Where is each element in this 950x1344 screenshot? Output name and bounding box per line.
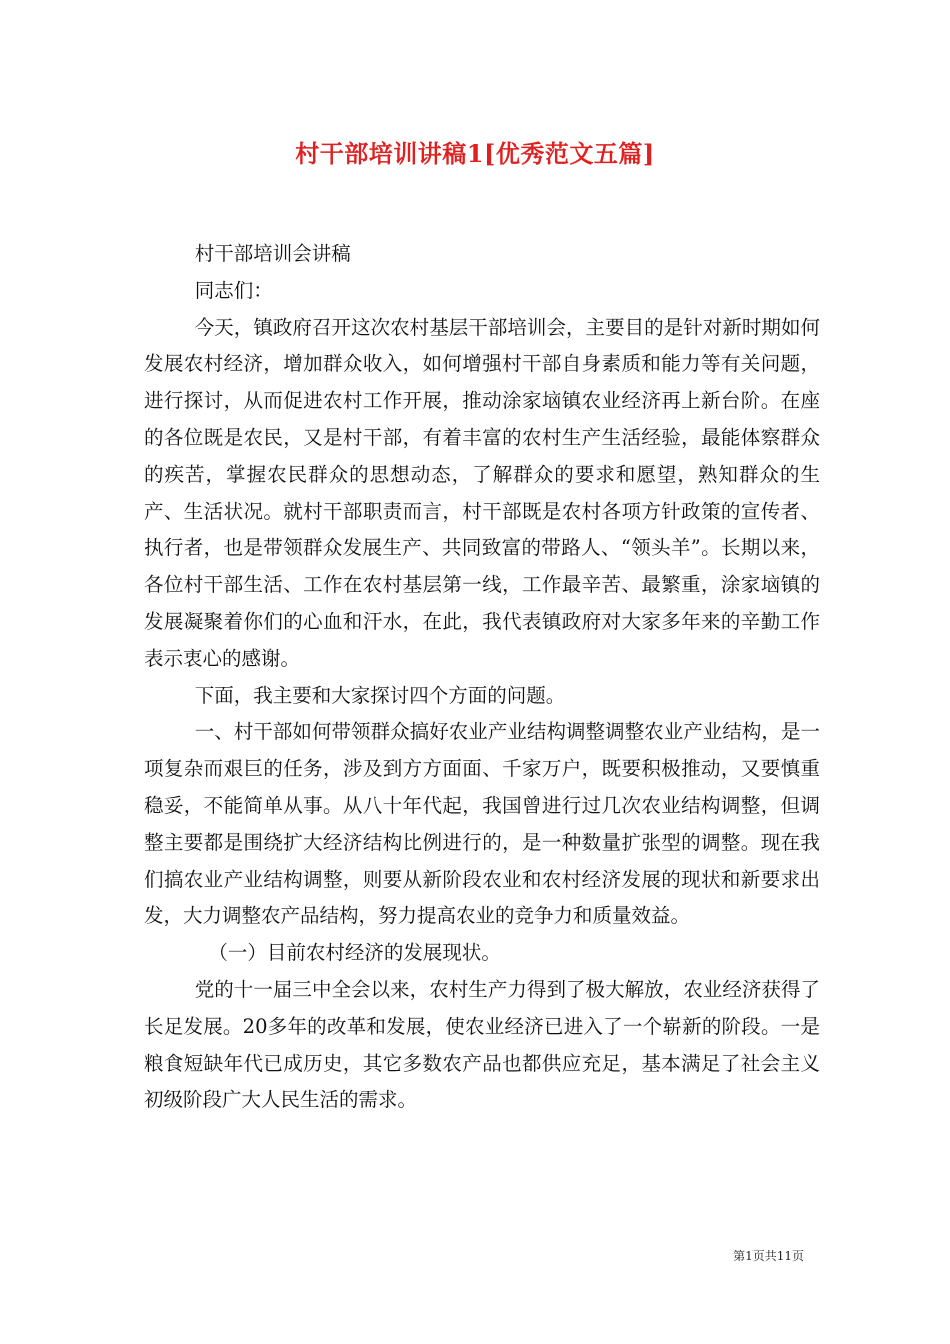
paragraph-salutation: 同志们： [194, 278, 273, 302]
paragraph-subsection-one: （一）目前农村经济的发展现状。 [208, 941, 501, 965]
paragraph-current-status: 党的十一届三中全会以来，农村生产力得到了极大解放，农业经济获得了长足发展。20多年的改革和发展，使农业经济已进入了一个崭新的阶段。一是粮食短缺年代已成历史，其它多数农产品也都供应充足，基本满足了社会主义初级阶段广大人民生活的需求。 [144, 977, 820, 1112]
document-body [144, 236, 820, 1119]
paragraph-heading: 村干部培训会讲稿 [194, 242, 351, 265]
paragraph-section-one: 一、村干部如何带领群众搞好农业产业结构调整调整农业产业结构，是一项复杂而艰巨的任务，涉及到方方面面、千家万户，既要积极推动，又要慎重稳妥，不能简单从事。从八十年代起，我国曾进行过几次农业结构调整，但调整主要都是围绕扩大经济结构比例进行的，是一种数量扩张型的调整。现在我们搞农业产业结构调整，则要从新阶段农业和农村经济发展的现状和新要求出发，大力调整农产品结构，努力提高农业的竞争力和质量效益。 [144, 720, 820, 928]
page-number: 第1页共11页 [733, 1249, 804, 1263]
document-title: 村干部培训讲稿1[优秀范文五篇] [295, 139, 655, 168]
paragraph-topics: 下面，我主要和大家探讨四个方面的问题。 [194, 683, 566, 707]
paragraph-intro: 今天，镇政府召开这次农村基层干部培训会，主要目的是针对新时期如何发展农村经济，增加群众收入，如何增强村干部自身素质和能力等有关问题，进行探讨，从而促进农村工作开展，推动涂家垴镇农业经济再上新台阶。在座的各位既是农民，又是村干部，有着丰富的农村生产生活经验，最能体察群众的疾苦，掌握农民群众的思想动态，了解群众的要求和愿望，熟知群众的生产、生活状况。就村干部职责而言，村干部既是农村各项方针政策的宣传者、执行者，也是带领群众发展生产、共同致富的带路人、“领头羊”。长期以来，各位村干部生活、工作在农村基层第一线，工作最辛苦、最繁重，涂家垴镇的发展凝聚着你们的心血和汗水，在此，我代表镇政府对大家多年来的辛勤工作表示衷心的感谢。 [144, 315, 820, 670]
